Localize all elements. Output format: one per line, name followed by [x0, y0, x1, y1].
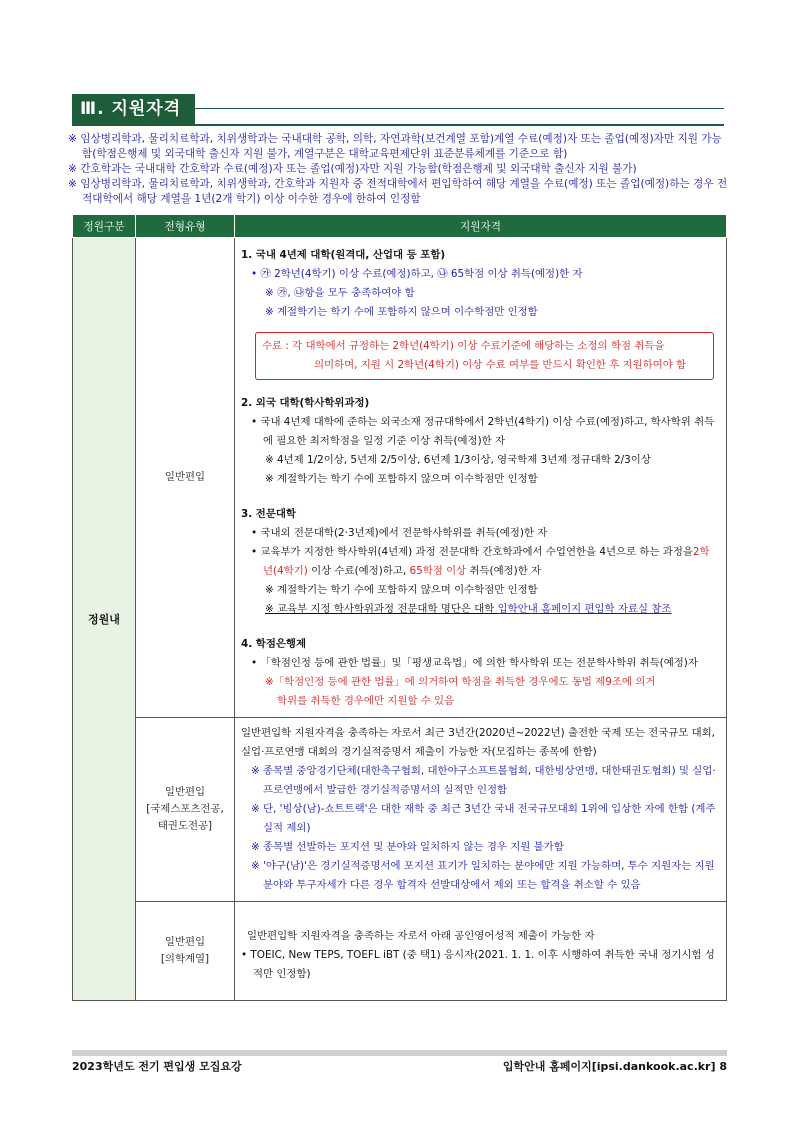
- table-header-row: [73, 215, 727, 238]
- footer-page: 입학안내 홈페이지[ipsi.dankook.ac.kr] 8: [502, 1060, 727, 1073]
- type-cell: [136, 902, 235, 1001]
- note-line: ※ 종목별 선발하는 포지션 및 분야와 일치하지 않는 경우 지원 불가함: [251, 841, 564, 853]
- bullet-item: [241, 543, 718, 581]
- highlight-text: 2학년(4학기): [263, 546, 710, 577]
- quota-cell: 정원내: [73, 238, 136, 1001]
- box-line: 의미하며, 지원 시 2학년(4학기) 이상 수료 여부를 반드시 확인한 후 지원하여야 함: [314, 359, 687, 371]
- box-line: 수료 : 각 대학에서 규정하는 2학년(4학기) 이상 수료기준에 해당하는 소정의 학점 취득을: [262, 340, 665, 352]
- table-row: [73, 718, 727, 902]
- bullet-item: • ㉮ 2학년(4학기) 이상 수료(예정)하고, ㉯ 65학점 이상 취득(예정)한 자: [251, 268, 583, 280]
- type-line: [의학계열]: [160, 953, 210, 965]
- qualification-cell: [235, 718, 727, 902]
- header-quota: 정원구분: [73, 215, 136, 238]
- sub-heading: 1. 국내 4년제 대학(원격대, 산업대 등 포함): [241, 249, 446, 261]
- type-cell: 일반편입: [136, 238, 235, 718]
- header-qualification: 지원자격: [235, 215, 727, 238]
- sub-heading: 4. 학점은행제: [241, 638, 306, 650]
- intro-text: 일반편입학 지원자격을 충족하는 자로서 아래 공인영어성적 제출이 가능한 자: [247, 929, 595, 942]
- eligibility-table: [72, 214, 727, 1001]
- type-cell: [136, 718, 235, 902]
- bullet-item: • 국내 4년제 대학에 준하는 외국소재 정규대학에서 2학년(4학기) 이상 수료(예정)하고, 학사학위 취득에 필요한 최저학점을 일정 기준 이상 취득(예정)한 자: [251, 416, 715, 447]
- bullet-item: • 국내외 전문대학(2·3년제)에서 전문학사학위를 취득(예정)한 자: [251, 527, 548, 539]
- note-item: ※ 임상병리학과, 물리치료학과, 치위생학과, 간호학과 지원자 중 전적대학에서 편입학하여 해당 계열을 수료(예정) 또는 졸업(예정)하는 경우 전적대학에서 해당 계열을 1년(2개 학기) 이상 이수한 경우에 한하여 인정함: [68, 178, 728, 205]
- note-line: ※ 계절학기는 학기 수에 포함하지 않으며 이수학점만 인정함: [265, 306, 538, 318]
- note-item: ※ 임상병리학과, 물리치료학과, 치위생학과는 국내대학 공학, 의학, 자연과학(보건계열 포함)계열 수료(예정)자 또는 졸업(예정)자만 지원 가능함(학점은행제 및 외국대학 출신자 지원 불가, 계열구분은 대학교육편제단위 표준분류체계를 기준으로 함): [68, 133, 722, 160]
- section-rule-thin: [190, 108, 724, 109]
- note-line: ※ 계절학기는 학기 수에 포함하지 않으며 이수학점만 인정함: [265, 584, 538, 596]
- table-row: [73, 238, 727, 718]
- sub-heading: 2. 외국 대학(학사학위과정): [241, 397, 370, 409]
- note-line: ※ 4년제 1/2이상, 5년제 2/5이상, 6년제 1/3이상, 영국학제 3년제 정규대학 2/3이상: [265, 454, 651, 466]
- highlight-text: 65학점 이상: [409, 565, 467, 577]
- header-type: 전형유형: [136, 215, 235, 238]
- note-line: ※ 계절학기는 학기 수에 포함하지 않으며 이수학점만 인정함: [265, 473, 538, 485]
- sub-heading: 3. 전문대학: [241, 508, 296, 520]
- type-line: [국제스포츠전공,: [146, 803, 224, 815]
- admissions-archive-link[interactable]: 입학안내 홈페이지 편입학 자료실 참조: [497, 603, 672, 615]
- note-line: ※ 종목별 중앙경기단체(대한축구협회, 대한야구소프트볼협회, 대한빙상연맹, 대한태권도협회) 및 실업·프로연맹에서 발급한 경기실적증명서의 실적만 인정함: [251, 765, 716, 796]
- note-line: ※ 단, '빙상(남)-쇼트트랙'은 대한 재학 중 최근 3년간 국내 전국규모대회 1위에 입상한 자에 한함 (계주 실적 제외): [251, 803, 716, 834]
- type-line: 일반편입: [164, 786, 206, 798]
- footer-bar: [72, 1050, 727, 1056]
- note-line: ※ '야구(남)'은 경기실적증명서에 포지션 표기가 일치하는 분야에만 지원 가능하며, 투수 지원자는 지원 분야와 투구자세가 다른 경우 합격자 선발대상에서 제외 또는 합격을 취소할 수 있음: [251, 860, 715, 891]
- section-title: Ⅲ. 지원자격: [72, 94, 195, 124]
- qualification-cell: [235, 238, 727, 718]
- bullet-text: 취득(예정)한 자: [466, 565, 542, 577]
- table-row: [73, 902, 727, 1001]
- bullet-item: • 「학점인정 등에 관한 법률」및「평생교육법」에 의한 학사학위 또는 전문학사학위 취득(예정)자: [251, 657, 698, 669]
- bullet-text: 이상 수료(예정)하고,: [307, 565, 410, 577]
- bullet-item: • TOEIC, New TEPS, TOEFL iBT (중 택1) 응시자(2021. 1. 1. 이후 시행하여 취득한 국내 정기시험 성적만 인정함): [241, 948, 715, 980]
- note-text: ※ 교육부 지정 학사학위과정 전문대학 명단은 대학: [265, 603, 498, 615]
- footer-title: 2023학년도 전기 편입생 모집요강: [72, 1060, 242, 1073]
- note-line: ※「학점인정 등에 관한 법률」에 의거하여 학점을 취득한 경우에도 동법 제9조에 의거: [265, 676, 656, 688]
- bullet-text: • 교육부가 지정한 학사학위(4년제) 과정 전문대학 간호학과에서 수업연한을 4년으로 하는 과정을: [251, 546, 693, 558]
- type-line: 일반편입: [164, 936, 206, 948]
- note-line: ※ ㉮, ㉯항을 모두 충족하여야 함: [265, 287, 415, 299]
- qualification-cell: [235, 902, 727, 1001]
- section-rule: [72, 124, 724, 126]
- intro-text: 일반편입학 지원자격을 충족하는 자로서 최근 3년간(2020년~2022년) 출전한 국제 또는 전국규모 대회, 실업·프로연맹 대회의 경기실적증명서 제출이 가능한 자(모집하는 종목에 한함): [241, 727, 715, 758]
- completion-definition-box: [255, 332, 714, 380]
- note-line: [241, 600, 718, 619]
- note-line: 학위를 취득한 경우에만 지원할 수 있음: [277, 695, 455, 707]
- note-item: ※ 간호학과는 국내대학 간호학과 수료(예정)자 또는 졸업(예정)자만 지원 가능함(학점은행제 및 외국대학 출신자 지원 불가): [68, 163, 637, 175]
- type-line: 태권도전공]: [157, 820, 213, 832]
- eligibility-notes: [68, 132, 730, 207]
